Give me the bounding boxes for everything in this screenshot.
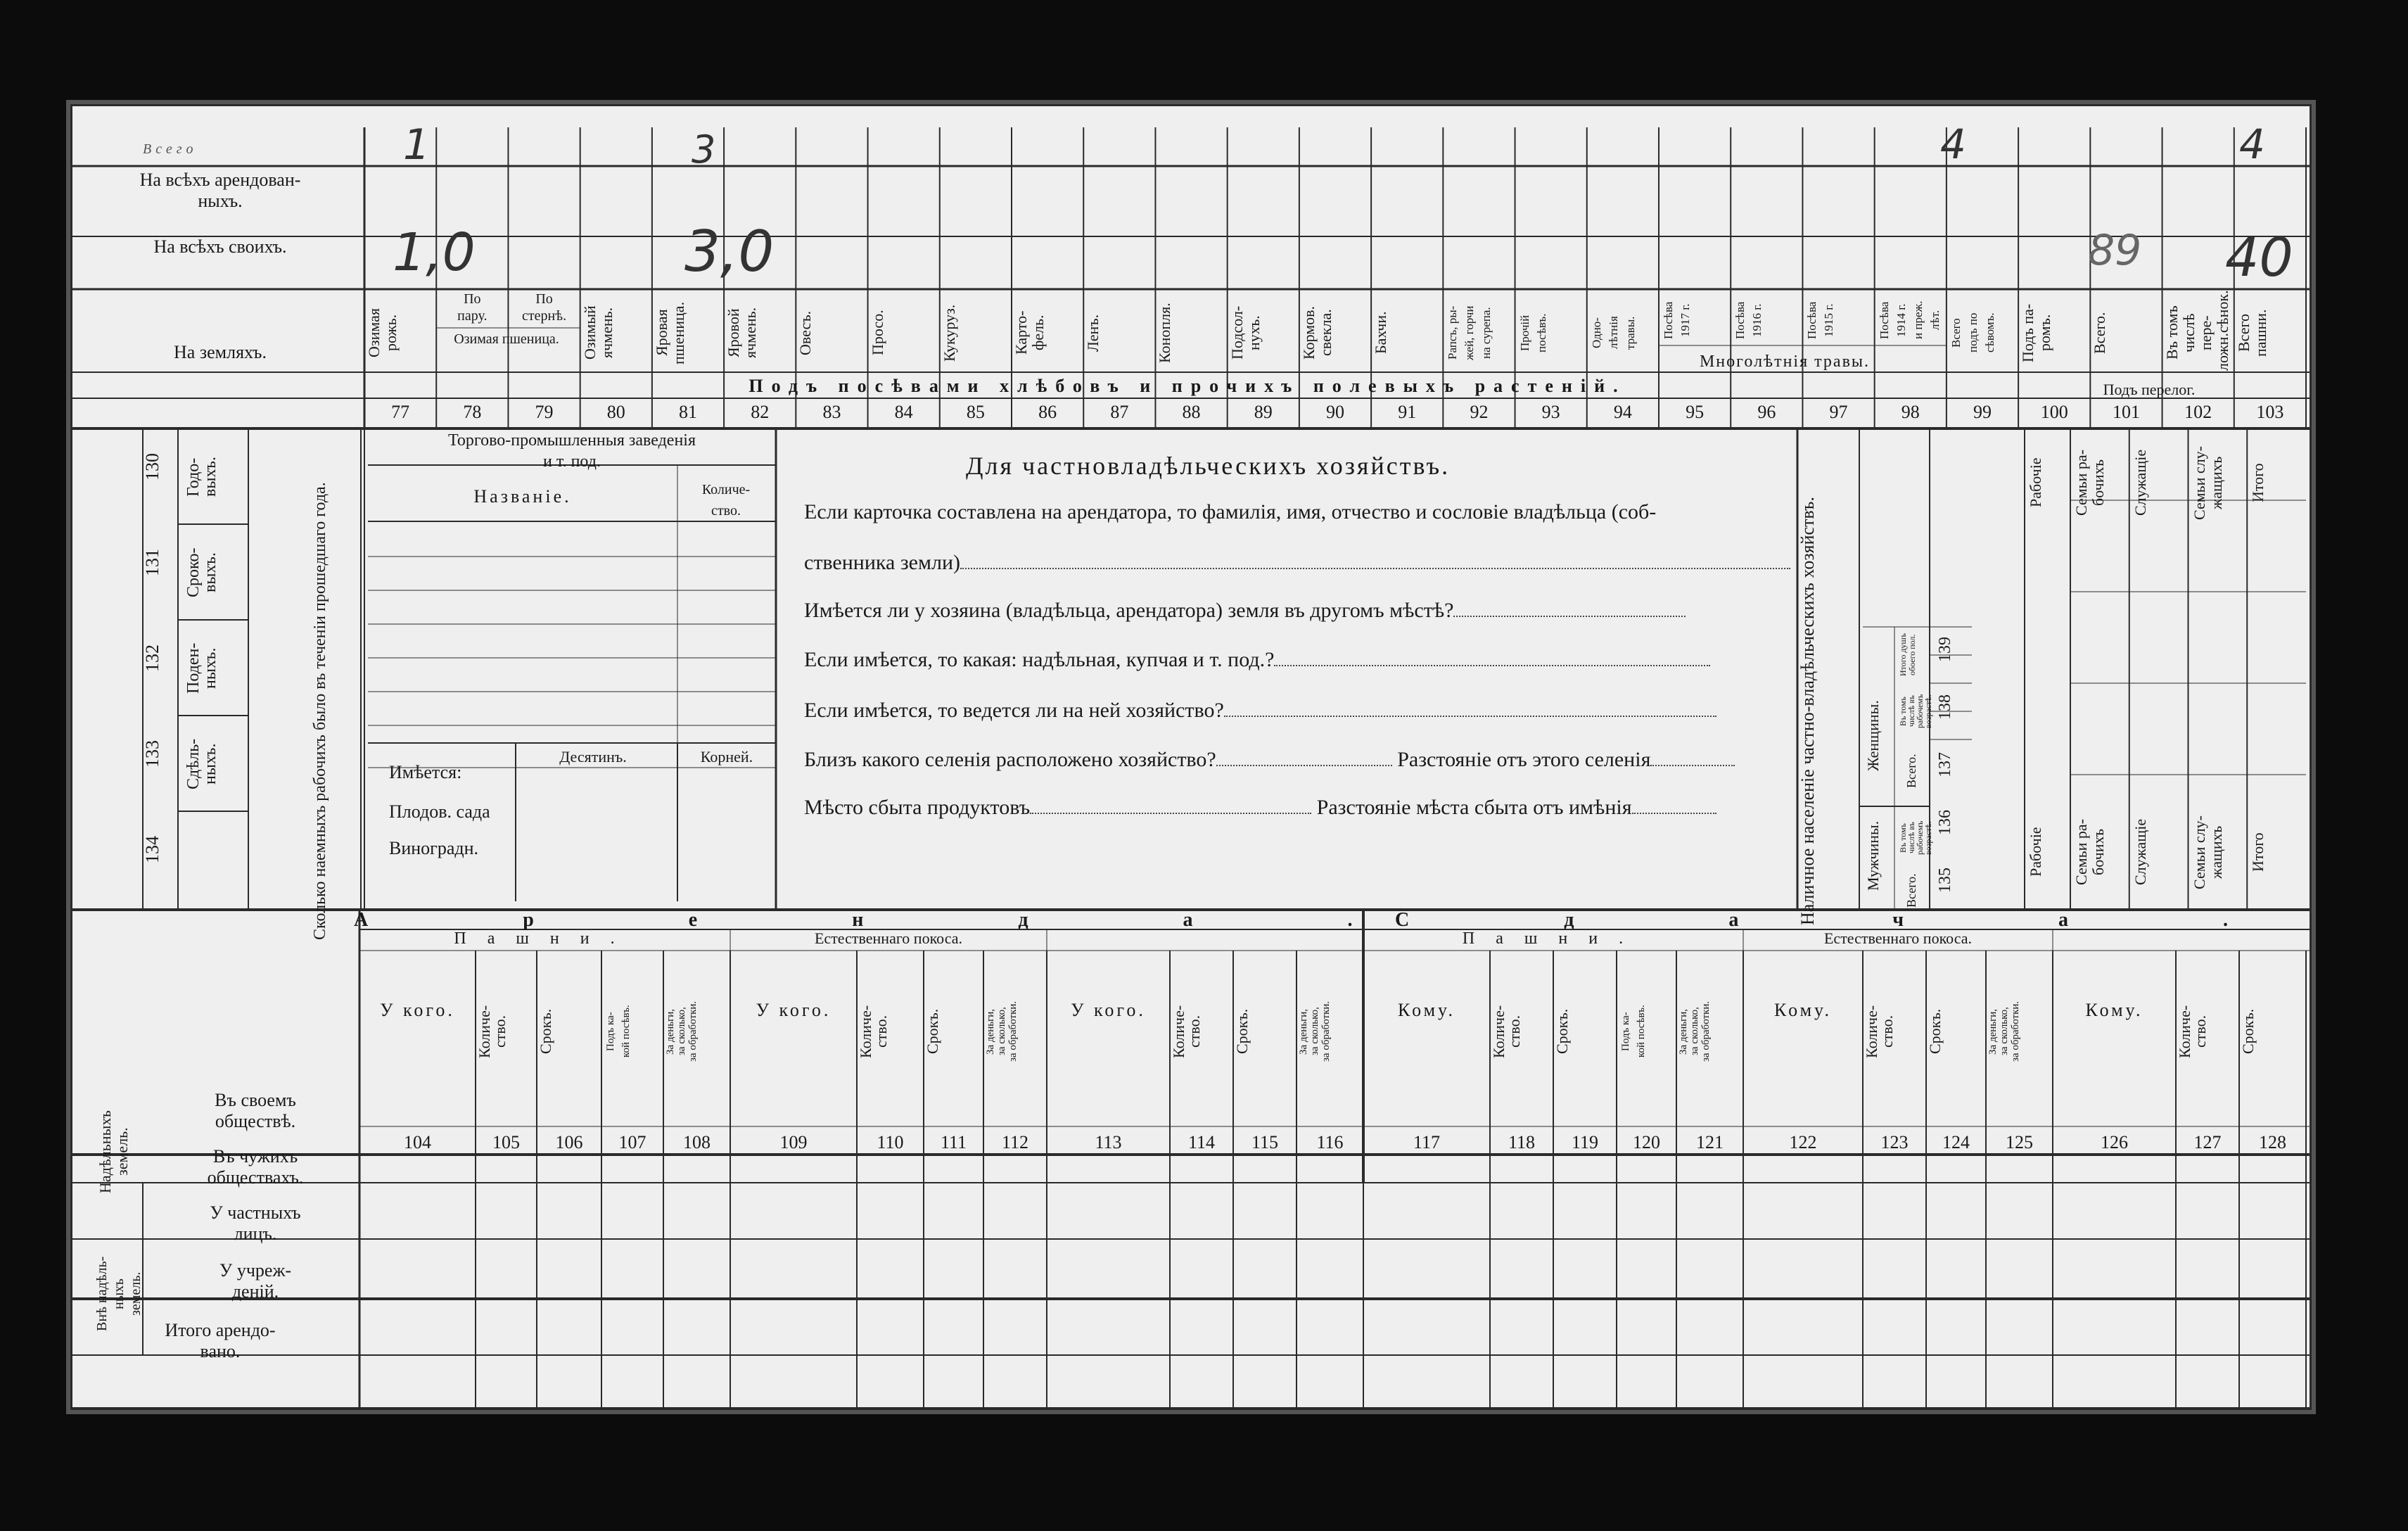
crop-header-16: Рапсъ, ры- жей, горчи на сурепа.: [1446, 305, 1493, 360]
lease-col-num-104: 104: [404, 1132, 431, 1152]
pop-num-136: 136: [1936, 810, 1954, 835]
men-working-age: Въ томъ числѣ въ рабочемъ возрастѣ.: [1898, 820, 1933, 856]
vineyard-label: Виноградн.: [389, 838, 479, 858]
lease-col-num-106: 106: [555, 1132, 583, 1152]
has-label: Имѣется:: [389, 762, 462, 782]
crop-col-num-18: 94: [1613, 402, 1632, 422]
crop-col-num-26: 102: [2184, 402, 2212, 422]
question-farming-text: Если имѣется, то ведется ли на ней хозяйство?: [804, 699, 1224, 722]
handwritten-4b: 4: [2239, 120, 2265, 168]
crop-col-num-10: 86: [1038, 402, 1057, 422]
crop-col-num-1: 77: [391, 402, 410, 422]
hired-workers-label: Сколько наемныхъ рабочихъ было въ теченiи прошедшаго года.: [311, 482, 329, 941]
crop-col-num-13: 89: [1254, 402, 1273, 422]
faded-stamp: Всего: [143, 141, 198, 157]
crop-col-num-2: 78: [463, 402, 482, 422]
staff-col-top-1: Рабочiе: [2027, 457, 2044, 508]
lease-head-24: Количе- ство.: [2176, 1005, 2209, 1058]
crop-col-num-4: 80: [606, 402, 625, 422]
sown-crops-banner: Подъ посѣвами хлѣбовъ и прочихъ полевыхъ растенiй.: [748, 376, 1626, 396]
row-on-lands: На земляхъ.: [174, 342, 267, 362]
lease-col-num-114: 114: [1187, 1132, 1216, 1152]
handwritten-1: 1: [403, 120, 431, 170]
crop-header-10: Карто- фель.: [1012, 310, 1047, 355]
pop-num-138: 138: [1936, 694, 1954, 720]
crop-col-num-7: 83: [822, 402, 841, 422]
crop-header-22: Посѣва 1914 г. и преж. лѣт.: [1877, 300, 1942, 340]
row-institutions: У учреж- денiй.: [219, 1260, 292, 1302]
question-market: [804, 796, 1716, 820]
workers-num-131: 131: [142, 549, 163, 577]
village-answer-line[interactable]: [1216, 765, 1392, 766]
lease-col-num-112: 112: [1001, 1132, 1029, 1152]
crop-col-num-24: 100: [2040, 402, 2068, 422]
women-label: Женщины.: [1864, 700, 1882, 772]
crop-header-19: Посѣва 1917 г.: [1662, 301, 1692, 339]
men-total: Всего.: [1904, 873, 1918, 908]
crop-header-21: Посѣва 1915 г.: [1805, 301, 1836, 339]
question-farming: [804, 699, 1716, 723]
question-other-land-text: Имѣется ли у хозяина (владѣльца, арендатора) земля въ другомъ мѣстѣ?: [804, 599, 1454, 622]
workers-num-130: 130: [142, 453, 163, 481]
arenda-title: Аренда.: [354, 909, 1508, 931]
men-label: Мужчины.: [1864, 820, 1882, 891]
row-all-own: На всѣхъ своихъ.: [153, 236, 287, 257]
lease-head-8: Срокъ.: [924, 1008, 941, 1055]
lease-col-num-111: 111: [940, 1132, 967, 1152]
pop-num-139: 139: [1936, 637, 1954, 662]
lease-col-num-108: 108: [683, 1132, 711, 1152]
row-total-rented: Итого арендо- вано.: [165, 1320, 276, 1361]
crop-col-num-15: 91: [1398, 402, 1417, 422]
non-allotment-lands-label: Внѣ надѣль- ныхъ земель.: [94, 1256, 144, 1332]
crop-header-25: Всего.: [2091, 312, 2109, 354]
lease-head-15: Количе- ство.: [1490, 1005, 1523, 1058]
lease-col-num-113: 113: [1095, 1132, 1122, 1152]
handwritten-4a: 4: [1940, 120, 1966, 168]
farming-answer-line[interactable]: [1224, 716, 1716, 717]
crop-header-4: Озимый ячмень.: [580, 305, 616, 360]
pop-num-137: 137: [1936, 752, 1954, 777]
crop-col-num-19: 95: [1686, 402, 1705, 422]
lease-col-num-125: 125: [2006, 1132, 2033, 1152]
workers-type-2: Сроко- выхъ.: [184, 547, 219, 598]
sdacha-pashni: Пашни.: [1462, 929, 1645, 948]
arenda-pashni: Пашни.: [454, 929, 636, 948]
lease-col-num-115: 115: [1251, 1132, 1279, 1152]
crop-header-9: Кукуруз.: [940, 304, 958, 362]
row-all-rented: На всѣхъ арендован- ныхъ.: [139, 170, 301, 211]
population-label: Наличное населенiе частно-владѣльческихъ хозяйствъ.: [1797, 497, 1818, 926]
crop-header-5: Яровая пшеница.: [652, 301, 687, 364]
crop-header-3: По стернѣ.: [522, 291, 567, 324]
lease-col-num-120: 120: [1633, 1132, 1660, 1152]
crop-header-13: Подсол- нухъ.: [1228, 305, 1263, 360]
crop-header-23: Всего подъ по сѣвомъ.: [1949, 312, 1996, 353]
winter-wheat-label: Озимая пшеница.: [454, 331, 559, 347]
crop-header-7: Овесъ.: [796, 310, 815, 355]
lease-head-7: Количе- ство.: [857, 1005, 890, 1058]
women-total: Всего.: [1904, 754, 1918, 789]
crop-col-num-20: 96: [1757, 402, 1776, 422]
crop-header-2: По пару.: [457, 291, 488, 324]
workers-type-3: Поден- ныхъ.: [184, 642, 219, 694]
lease-head-17: Подъ ка- кой посѣвъ.: [1620, 1005, 1647, 1058]
orchard-label: Плодов. сада: [389, 801, 490, 822]
sdacha-title: Сдача.: [1395, 909, 2383, 931]
workers-type-4: Сдѣль- ныхъ.: [184, 738, 219, 790]
allotment-lands-label: Надѣльныхъ земель.: [96, 1110, 131, 1193]
lease-head-10: У кого.: [1071, 1000, 1146, 1020]
row-private-persons: У частныхъ лицъ.: [210, 1202, 301, 1244]
owner-answer-line[interactable]: [960, 568, 1790, 569]
market-answer-line[interactable]: [1030, 813, 1311, 814]
crop-col-num-17: 93: [1541, 402, 1560, 422]
crop-header-8: Просо.: [868, 310, 886, 356]
crop-header-26: Въ томъ числѣ пере- ложн.сѣнок.: [2162, 290, 2231, 371]
lease-col-num-128: 128: [2259, 1132, 2286, 1152]
crop-col-num-9: 85: [966, 402, 985, 422]
crop-col-num-14: 90: [1325, 402, 1344, 422]
lease-col-num-105: 105: [492, 1132, 520, 1152]
staff-col-bottom-2: Семьи ра- бочихъ: [2072, 818, 2107, 886]
crop-col-num-8: 84: [894, 402, 913, 422]
staff-col-bottom-5: Итого: [2249, 832, 2267, 872]
question-owner-cont: [804, 551, 1790, 575]
women-working-age: Въ томъ числѣ въ рабочемъ возрастѣ.: [1898, 694, 1933, 729]
other-land-answer-line[interactable]: [1453, 616, 1686, 617]
staff-col-top-3: Служащiе: [2131, 449, 2149, 516]
crop-col-num-16: 92: [1470, 402, 1489, 422]
handwritten-value-1: 1,0: [393, 222, 476, 283]
lease-col-num-118: 118: [1508, 1132, 1536, 1152]
arenda-pokos: Естественнаго покоса.: [814, 929, 962, 947]
question-land-type-text: Если имѣется, то какая: надѣльная, купчая и т. под.?: [804, 648, 1275, 671]
lease-head-20: Количе- ство.: [1863, 1005, 1896, 1058]
private-farms-title: Для частновладѣльческихъ хозяйствъ.: [966, 452, 1451, 480]
lease-head-6: У кого.: [756, 1000, 832, 1020]
lease-head-13: За деньги, за сколько, за обработки.: [1298, 1000, 1332, 1062]
question-distance-village-text: Разстоянiе отъ этого селенiя: [1397, 748, 1651, 771]
handwritten-value-3: 3,0: [684, 219, 775, 284]
lease-head-25: Срокъ.: [2239, 1008, 2257, 1055]
lease-head-4: Подъ ка- кой посѣвъ.: [605, 1005, 632, 1058]
distance-market-answer-line[interactable]: [1632, 813, 1716, 814]
crop-col-num-27: 103: [2256, 402, 2284, 422]
lease-head-23: Кому.: [2085, 1000, 2143, 1020]
pop-num-135: 135: [1936, 868, 1954, 893]
crop-col-num-12: 88: [1182, 402, 1201, 422]
question-other-land: [804, 599, 1686, 623]
trade-name-header: Названiе.: [473, 486, 572, 507]
lease-col-num-107: 107: [618, 1132, 646, 1152]
staff-col-bottom-3: Служащiе: [2131, 818, 2149, 886]
lease-head-5: За деньги, за сколько, за обработки.: [665, 1000, 699, 1062]
crop-col-num-11: 87: [1110, 402, 1129, 422]
staff-col-top-5: Итого: [2249, 463, 2267, 502]
fallow-label: Подъ перелог.: [2103, 381, 2196, 398]
lease-col-num-119: 119: [1571, 1132, 1599, 1152]
crop-header-11: Ленъ.: [1084, 314, 1102, 352]
land-type-answer-line[interactable]: [1274, 665, 1710, 666]
lease-col-num-123: 123: [1880, 1132, 1909, 1152]
question-land-type: [804, 648, 1710, 672]
staff-col-bottom-1: Рабочiе: [2027, 827, 2044, 877]
handwritten-3: 3: [692, 127, 716, 172]
crop-header-27: Всего пашни.: [2234, 309, 2269, 357]
lease-head-12: Срокъ.: [1233, 1008, 1251, 1055]
workers-num-133: 133: [142, 740, 163, 768]
question-owner: Если карточка составлена на арендатора, то фамилiя, имя, отчество и сословiе владѣльца (соб-: [804, 500, 1657, 523]
distance-village-answer-line[interactable]: [1650, 765, 1735, 766]
workers-num-134: 134: [142, 836, 163, 864]
lease-col-num-124: 124: [1942, 1132, 1970, 1152]
lease-col-num-117: 117: [1413, 1132, 1441, 1152]
crop-col-num-21: 97: [1829, 402, 1848, 422]
workers-type-1: Годо- выхъ.: [184, 457, 219, 497]
crop-col-num-3: 79: [535, 402, 554, 422]
crop-col-num-25: 101: [2112, 402, 2140, 422]
perennial-grass-label: Многолѣтнiя травы.: [1699, 352, 1871, 371]
row-other-communities: Въ чужихъ обществахъ.: [207, 1146, 304, 1188]
lease-head-21: Срокъ.: [1926, 1008, 1944, 1055]
lease-col-num-122: 122: [1789, 1132, 1817, 1152]
crop-header-17: Прочiй посѣвъ.: [1517, 313, 1548, 352]
lease-head-2: Количе- ство.: [476, 1005, 509, 1058]
question-village: [804, 748, 1735, 772]
lease-head-14: Кому.: [1398, 1000, 1455, 1020]
handwritten-value-40: 40: [2225, 226, 2293, 288]
sdacha-pokos: Естественнаго покоса.: [1823, 929, 1972, 947]
lease-head-11: Количе- ство.: [1170, 1005, 1203, 1058]
lease-head-18: За деньги, за сколько, за обработки.: [1678, 1000, 1712, 1062]
staff-col-top-2: Семьи ра- бочихъ: [2072, 449, 2107, 516]
question-distance-market-text: Разстоянiе мѣста сбыта отъ имѣнiя: [1316, 796, 1632, 819]
handwritten-value-89: 89: [2088, 226, 2142, 275]
desyatin-header: Десятинъ.: [559, 748, 627, 766]
lease-head-16: Срокъ.: [1553, 1008, 1571, 1055]
row-own-community: Въ своемъ обществѣ.: [215, 1090, 296, 1131]
lease-head-22: За деньги, за сколько, за обработки.: [1987, 1000, 2021, 1062]
lease-col-num-121: 121: [1696, 1132, 1724, 1152]
lease-head-1: У кого.: [380, 1000, 455, 1020]
question-owner-cont-text: ственника земли): [804, 551, 960, 574]
crop-col-num-23: 99: [1973, 402, 1992, 422]
question-market-text: Мѣсто сбыта продуктовъ: [804, 796, 1031, 819]
total-souls: Итого душъ обоего пол.: [1898, 633, 1917, 677]
lease-head-9: За деньги, за сколько, за обработки.: [985, 1000, 1019, 1062]
crop-col-num-22: 98: [1901, 402, 1920, 422]
lease-col-num-127: 127: [2193, 1132, 2222, 1152]
lease-col-num-116: 116: [1316, 1132, 1344, 1152]
crop-col-num-5: 81: [678, 402, 697, 422]
crop-header-18: Одно- лѣтнiя травы.: [1589, 316, 1637, 350]
lease-col-num-110: 110: [877, 1132, 904, 1152]
crop-header-14: Кормов. свекла.: [1299, 305, 1334, 360]
korney-header: Корней.: [700, 748, 753, 766]
lease-head-19: Кому.: [1774, 1000, 1832, 1020]
staff-col-bottom-4: Семьи слу- жащихъ: [2190, 815, 2225, 889]
crop-header-15: Бахчи.: [1372, 311, 1390, 355]
census-card: [70, 104, 2383, 1410]
staff-col-top-4: Семьи слу- жащихъ: [2190, 445, 2225, 520]
trade-quantity-header: Количе- ство.: [701, 482, 751, 519]
trade-enterprises-title: Торгово-промышленныя заведенiя и т. под.: [448, 431, 696, 471]
private-farms-section: [804, 451, 1817, 986]
crop-header-6: Яровой ячмень.: [725, 307, 760, 359]
crop-header-12: Конопля.: [1156, 303, 1174, 363]
crop-header-1: Озимая рожь.: [365, 308, 400, 358]
lease-col-num-109: 109: [779, 1132, 808, 1152]
crop-header-24: Подъ па- ромъ.: [2019, 303, 2054, 362]
lease-head-3: Срокъ.: [537, 1008, 554, 1055]
crop-col-num-6: 82: [751, 402, 770, 422]
workers-num-132: 132: [142, 644, 163, 673]
crop-header-20: Посѣва 1916 г.: [1733, 301, 1764, 339]
question-village-text: Близъ какого селенiя расположено хозяйство?: [804, 748, 1216, 771]
lease-col-num-126: 126: [2101, 1132, 2128, 1152]
